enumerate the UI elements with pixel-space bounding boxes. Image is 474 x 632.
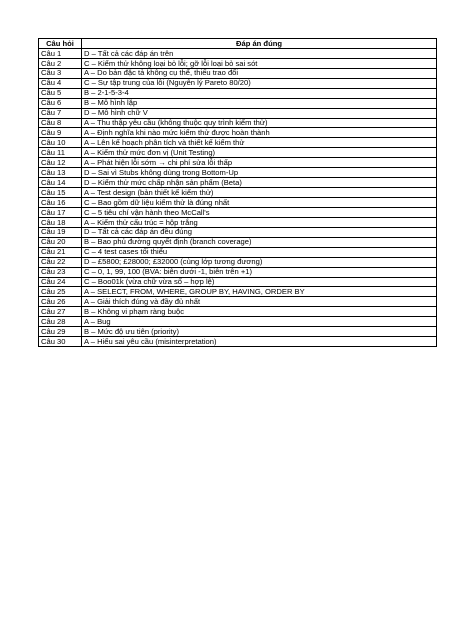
question-cell: Câu 8 xyxy=(39,118,82,128)
answer-cell: A – Giải thích đúng và đầy đủ nhất xyxy=(82,297,437,307)
answer-table xyxy=(38,38,437,347)
table-row xyxy=(39,317,437,327)
table-row xyxy=(39,297,437,307)
table-row xyxy=(39,178,437,188)
answer-cell: A – Kiểm thử cấu trúc = hộp trắng xyxy=(82,217,437,227)
answer-cell: A – Bug xyxy=(82,317,437,327)
answer-cell: D – Kiểm thử mức chấp nhận sản phẩm (Beta) xyxy=(82,178,437,188)
question-cell: Câu 24 xyxy=(39,277,82,287)
question-cell: Câu 9 xyxy=(39,128,82,138)
answer-cell: A – Lên kế hoạch phân tích và thiết kế kiểm thử xyxy=(82,138,437,148)
question-cell: Câu 7 xyxy=(39,108,82,118)
answer-cell: B – Mức độ ưu tiên (priority) xyxy=(82,327,437,337)
table-row xyxy=(39,217,437,227)
answer-cell: D – £5800; £28000; £32000 (cùng lớp tương đương) xyxy=(82,257,437,267)
answer-cell: A – Phát hiện lỗi sớm → chi phí sửa lỗi thấp xyxy=(82,158,437,168)
question-cell: Câu 4 xyxy=(39,78,82,88)
table-row xyxy=(39,337,437,347)
answer-cell: D – Mô hình chữ V xyxy=(82,108,437,118)
table-row xyxy=(39,188,437,198)
answer-cell: B – 2-1-5-3-4 xyxy=(82,88,437,98)
question-cell: Câu 22 xyxy=(39,257,82,267)
question-cell: Câu 19 xyxy=(39,227,82,237)
question-cell: Câu 16 xyxy=(39,198,82,208)
question-cell: Câu 20 xyxy=(39,237,82,247)
table-row xyxy=(39,68,437,78)
question-cell: Câu 12 xyxy=(39,158,82,168)
question-cell: Câu 18 xyxy=(39,217,82,227)
table-row xyxy=(39,237,437,247)
question-cell: Câu 26 xyxy=(39,297,82,307)
answer-cell: C – 0, 1, 99, 100 (BVA: biên dưới -1, biên trên +1) xyxy=(82,267,437,277)
answer-cell: A – Test design (bản thiết kế kiểm thử) xyxy=(82,188,437,198)
header-row xyxy=(39,39,437,49)
question-cell: Câu 2 xyxy=(39,58,82,68)
table-row xyxy=(39,128,437,138)
question-cell: Câu 1 xyxy=(39,48,82,58)
answer-cell: A – SELECT, FROM, WHERE, GROUP BY, HAVING, ORDER BY xyxy=(82,287,437,297)
answer-cell: A – Do bản đặc tả không cụ thể, thiếu trao đổi xyxy=(82,68,437,78)
table-row xyxy=(39,168,437,178)
table-row xyxy=(39,108,437,118)
question-column-header: Câu hỏi xyxy=(39,39,82,49)
table-row xyxy=(39,158,437,168)
answer-cell: C – 4 test cases tối thiểu xyxy=(82,247,437,257)
answer-cell: C – Boo01k (vừa chữ vừa số – hợp lệ) xyxy=(82,277,437,287)
question-cell: Câu 10 xyxy=(39,138,82,148)
table-row xyxy=(39,277,437,287)
question-cell: Câu 21 xyxy=(39,247,82,257)
table-row xyxy=(39,88,437,98)
table-row xyxy=(39,78,437,88)
table-row xyxy=(39,267,437,277)
answer-table-body xyxy=(39,48,437,346)
question-cell: Câu 23 xyxy=(39,267,82,277)
question-cell: Câu 14 xyxy=(39,178,82,188)
answer-sheet xyxy=(38,38,436,347)
question-cell: Câu 17 xyxy=(39,207,82,217)
answer-cell: D – Tất cả các đáp án trên xyxy=(82,48,437,58)
answer-column-header: Đáp án đúng xyxy=(82,39,437,49)
answer-cell: C – Kiểm thử không loại bỏ lỗi; gỡ lỗi loại bỏ sai sót xyxy=(82,58,437,68)
answer-cell: D – Sai vì Stubs không dùng trong Bottom-Up xyxy=(82,168,437,178)
answer-cell: A – Hiểu sai yêu cầu (misinterpretation) xyxy=(82,337,437,347)
question-cell: Câu 28 xyxy=(39,317,82,327)
answer-cell: B – Bao phủ đường quyết định (branch coverage) xyxy=(82,237,437,247)
table-row xyxy=(39,307,437,317)
question-cell: Câu 15 xyxy=(39,188,82,198)
table-row xyxy=(39,207,437,217)
question-cell: Câu 11 xyxy=(39,148,82,158)
answer-cell: B – Không vi phạm ràng buộc xyxy=(82,307,437,317)
question-cell: Câu 6 xyxy=(39,98,82,108)
question-cell: Câu 3 xyxy=(39,68,82,78)
table-row xyxy=(39,327,437,337)
answer-cell: B – Mô hình lặp xyxy=(82,98,437,108)
table-row xyxy=(39,287,437,297)
question-cell: Câu 13 xyxy=(39,168,82,178)
answer-cell: A – Kiểm thử mức đơn vị (Unit Testing) xyxy=(82,148,437,158)
table-row xyxy=(39,227,437,237)
question-cell: Câu 29 xyxy=(39,327,82,337)
answer-cell: A – Định nghĩa khi nào mức kiểm thử được hoàn thành xyxy=(82,128,437,138)
table-row xyxy=(39,198,437,208)
question-cell: Câu 5 xyxy=(39,88,82,98)
answer-cell: C – Bao gồm dữ liệu kiểm thử là đúng nhất xyxy=(82,198,437,208)
answer-cell: D – Tất cả các đáp án đều đúng xyxy=(82,227,437,237)
answer-cell: C – Sự tập trung của lỗi (Nguyên lý Pareto 80/20) xyxy=(82,78,437,88)
table-row xyxy=(39,58,437,68)
table-row xyxy=(39,138,437,148)
table-row xyxy=(39,48,437,58)
answer-cell: A – Thu thập yêu cầu (không thuộc quy trình kiểm thử) xyxy=(82,118,437,128)
table-row xyxy=(39,148,437,158)
question-cell: Câu 30 xyxy=(39,337,82,347)
table-row xyxy=(39,118,437,128)
table-row xyxy=(39,247,437,257)
answer-cell: C – 5 tiêu chí vận hành theo McCall's xyxy=(82,207,437,217)
table-row xyxy=(39,257,437,267)
question-cell: Câu 27 xyxy=(39,307,82,317)
table-row xyxy=(39,98,437,108)
question-cell: Câu 25 xyxy=(39,287,82,297)
